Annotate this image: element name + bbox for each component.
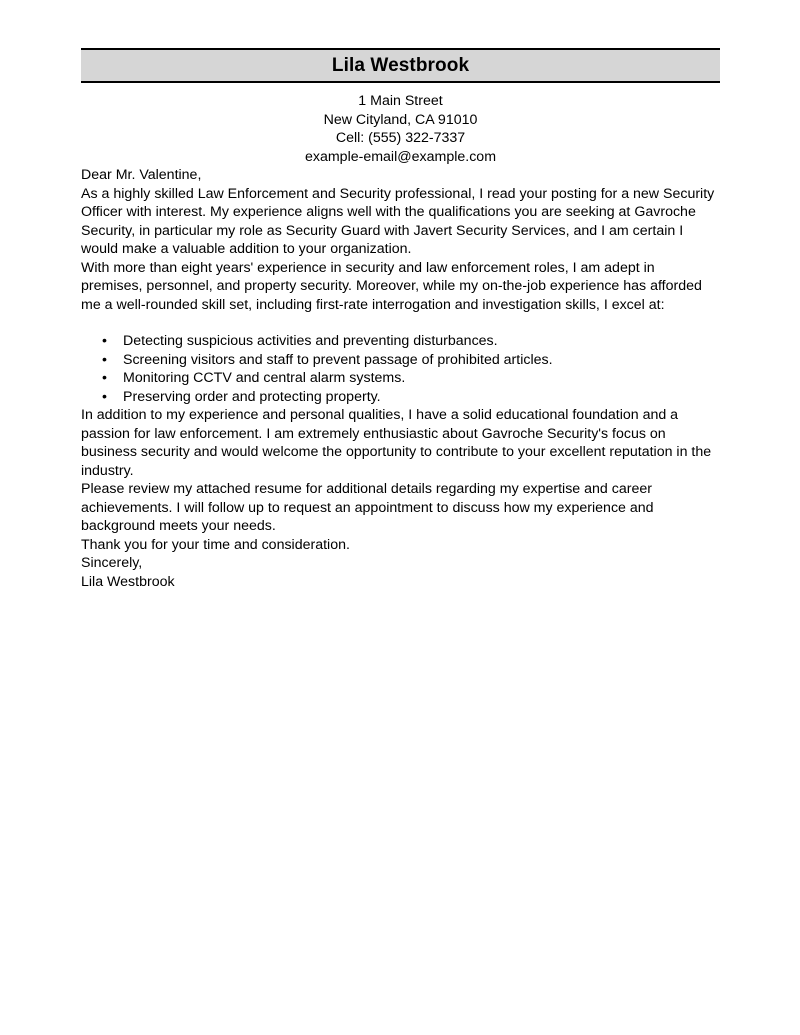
bullet-icon: • bbox=[102, 370, 107, 386]
paragraph-experience: With more than eight years' experience in security and law enforcement roles, I am adept in premises, personnel, and property security. Moreover, while my on-the-job experience has afforded me a well-rounded skill set, including first-rate interrogation and investigation skills, I excel at: bbox=[81, 259, 702, 313]
paragraph-followup: Please review my attached resume for additional details regarding my expertise and career achievements. I will follow up to request an appointment to discuss how my experience and background meets your needs. bbox=[81, 481, 654, 534]
bullet-icon: • bbox=[102, 351, 107, 368]
signature-name: Lila Westbrook bbox=[81, 573, 175, 590]
applicant-name: Lila Westbrook bbox=[331, 54, 470, 76]
bullet-icon: • bbox=[102, 333, 107, 349]
contact-city: New Cityland, CA 91010 bbox=[323, 111, 478, 128]
salutation: Dear Mr. Valentine, bbox=[81, 167, 202, 183]
skills-list bbox=[81, 332, 720, 406]
contact-block bbox=[81, 92, 720, 166]
letter-page bbox=[81, 48, 720, 591]
paragraph-intro: As a highly skilled Law Enforcement and Security professional, I read your posting for a new Security Officer with interest. My experience aligns well with the qualifications you are seeking at Gavroche Security, in particular my role as Security Guard with Javert Security Services, and I am certain I would make a valuable addition to your organization. bbox=[81, 185, 715, 257]
bullet-icon: • bbox=[102, 388, 107, 405]
list-item bbox=[81, 388, 720, 407]
name-header-bar bbox=[81, 48, 720, 83]
list-item-text: Monitoring CCTV and central alarm systems. bbox=[123, 370, 406, 386]
list-item-text: Preserving order and protecting property. bbox=[123, 388, 381, 405]
contact-email: example-email@example.com bbox=[304, 148, 497, 165]
list-item bbox=[81, 351, 720, 370]
paragraph-education: In addition to my experience and personal qualities, I have a solid educational foundation and a passion for law enforcement. I am extremely enthusiastic about Gavroche Security's focus on business security and would welcome the opportunity to contribute to your excellent reputation in the industry. bbox=[81, 407, 712, 479]
list-item bbox=[81, 369, 720, 388]
list-item bbox=[81, 332, 720, 351]
letter-body bbox=[81, 166, 720, 591]
list-item-text: Screening visitors and staff to prevent passage of prohibited articles. bbox=[123, 351, 553, 368]
contact-phone: Cell: (555) 322-7337 bbox=[335, 130, 466, 146]
contact-street: 1 Main Street bbox=[358, 93, 443, 109]
list-item-text: Detecting suspicious activities and preventing disturbances. bbox=[123, 333, 498, 349]
thanks-line: Thank you for your time and consideration. bbox=[81, 536, 350, 553]
closing: Sincerely, bbox=[81, 555, 143, 571]
